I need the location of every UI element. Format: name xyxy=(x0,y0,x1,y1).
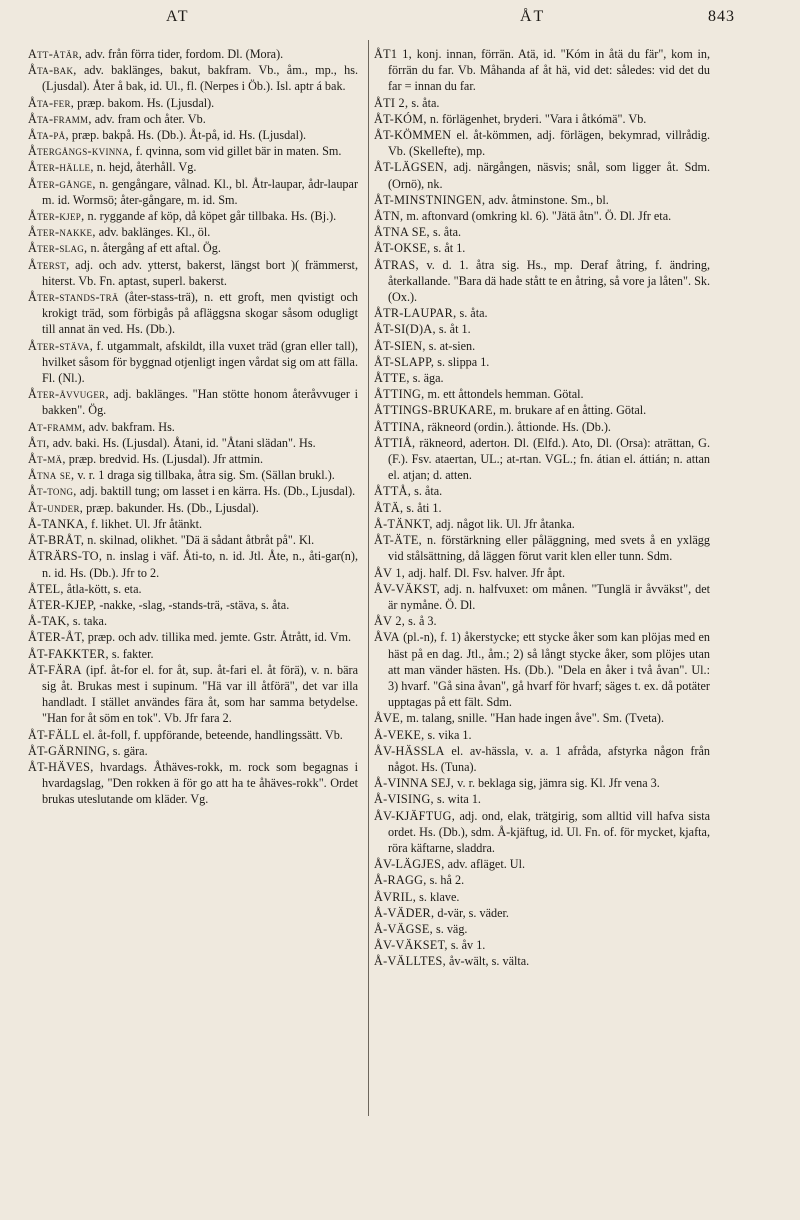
header-left: AT xyxy=(166,8,190,25)
entry-definition: n. förlägenhet, bryderi. "Vara i åtkómä". Vb. xyxy=(429,111,647,126)
entry-headword: Å-VISING, xyxy=(374,792,434,807)
dictionary-entry xyxy=(374,435,710,484)
entry-headword: ÅT-MINSTNINGEN, xyxy=(374,192,486,207)
dictionary-entry xyxy=(28,483,358,499)
entry-headword: ÅV-HÄSSLA xyxy=(374,743,445,758)
dictionary-entry xyxy=(28,727,358,743)
entry-definition: s. klave. xyxy=(419,889,460,904)
entry-definition: s. slippa 1. xyxy=(437,354,490,369)
dictionary-entry xyxy=(374,483,710,499)
dictionary-entry xyxy=(374,808,710,857)
entry-headword: Å-VEKE, xyxy=(374,727,425,742)
entry-definition: d-vär, s. väder. xyxy=(437,905,509,920)
dictionary-entry xyxy=(374,111,710,127)
entry-headword: ÅTER-KJEP, xyxy=(28,597,97,612)
dictionary-entry xyxy=(374,386,710,402)
right-column xyxy=(374,46,710,970)
entry-headword: ÅTER-ÅT, xyxy=(28,630,85,645)
entry-definition: (ipf. åt-for el. for åt, sup. åt-fari el. åt förä), v. n. bära sig åt. Brukas mest i supinum. "Hä var ill åtförä", det var illa handladt. I stället användes fära åt, som har samma betydelse. "Han for åt söm en tok". Vb. Jfr fara 2. xyxy=(42,662,359,726)
left-column xyxy=(28,46,358,808)
entry-headword: Åt-mä, xyxy=(28,452,66,467)
dictionary-entry xyxy=(28,143,358,159)
entry-headword: Åter-stäva, xyxy=(28,338,94,353)
column-divider xyxy=(368,40,369,1116)
entry-headword: ÅTN, xyxy=(374,209,404,224)
dictionary-entry xyxy=(28,95,358,111)
entry-definition: s. hå 2. xyxy=(429,873,465,888)
entry-definition: adv. bakfram. Hs. xyxy=(88,419,175,434)
dictionary-entry xyxy=(28,111,358,127)
entry-definition: s. åt 1. xyxy=(438,322,471,337)
dictionary-entry xyxy=(374,889,710,905)
entry-headword: ÅT-GÄRNING, xyxy=(28,743,110,758)
dictionary-entry xyxy=(28,62,358,94)
entry-definition: el. åt-kömmen, adj. förlägen, bekymrad, villrådig. Vb. (Skellefte), mp. xyxy=(388,128,710,159)
entry-headword: Åter-kjep, xyxy=(28,209,85,224)
dictionary-entry xyxy=(374,257,710,306)
entry-headword: Å-TÄNKT, xyxy=(374,516,433,531)
entry-headword: Åter-nakke, xyxy=(28,225,96,240)
dictionary-entry xyxy=(374,354,710,370)
entry-headword: Å-VINNA SEJ, xyxy=(374,776,455,791)
dictionary-entry xyxy=(28,613,358,629)
dictionary-entry xyxy=(374,872,710,888)
dictionary-entry xyxy=(28,662,358,727)
dictionary-entry xyxy=(374,419,710,435)
entry-definition: adj. half. Dl. Fsv. halver. Jfr åpt. xyxy=(408,565,566,580)
entry-headword: ÅT-SI(D)A, xyxy=(374,322,436,337)
dictionary-entry xyxy=(28,597,358,613)
dictionary-entry xyxy=(374,532,710,564)
entry-headword: ÅT-HÄVES, xyxy=(28,759,94,774)
entry-headword: ÅV-KJÄFTUG, xyxy=(374,808,456,823)
entry-headword: Återst, xyxy=(28,257,70,272)
entry-headword: ÅTNA SE, xyxy=(374,225,430,240)
dictionary-entry xyxy=(28,532,358,548)
dictionary-entry xyxy=(374,159,710,191)
entry-definition: f. utgammalt, afskildt, illa vuxet träd (gran eller tall), hvilket såsom för byggnad otjenligt ingen vårdat sig om att fälla. Fl. (Nl.). xyxy=(42,338,358,386)
entry-definition: n. ryggande af köp, då köpet går tillbaka. Hs. (Bj.). xyxy=(87,209,337,224)
entry-headword: ÅT-SLAPP, xyxy=(374,354,435,369)
entry-headword: Åt-under, xyxy=(28,500,84,515)
entry-definition: v. d. 1. åtra sig. Hs., mp. Deraf åtring, f. ändring, återkallande. "Bara dä hade stått te en åtring, så vore ja låten". Sk. (Ox.). xyxy=(388,257,711,305)
entry-definition: s. å 3. xyxy=(408,614,437,629)
dictionary-entry xyxy=(374,46,710,95)
entry-definition: adj. och adv. ytterst, bakerst, längst bort )( främmerst, hiterst. Vb. Fn. aptast, superl. bakerst. xyxy=(42,257,358,288)
entry-definition: s. vika 1. xyxy=(427,727,472,742)
dictionary-entry xyxy=(28,338,358,387)
entry-headword: Åta-på, xyxy=(28,128,69,143)
entry-headword: Åter-slag, xyxy=(28,241,88,256)
entry-headword: ÅTTÅ, xyxy=(374,484,412,499)
entry-definition: n. hejd, återhåll. Vg. xyxy=(96,160,197,175)
entry-headword: ÅTI 2, xyxy=(374,95,409,110)
entry-definition: præp. och adv. tillika med. jemte. Gstr. Åtrått, id. Vm. xyxy=(87,630,352,645)
page-number: 843 xyxy=(708,8,735,25)
entry-definition: s. åv 1. xyxy=(450,938,486,953)
entry-definition: s. at-sien. xyxy=(428,338,476,353)
entry-definition: adj. n. halfvuxet: om månen. "Tunglä ir åvväkst", det är nymåne. Ö. Dl. xyxy=(388,581,711,612)
entry-definition: præp. bakom. Hs. (Ljusdal). xyxy=(77,95,215,110)
entry-headword: Å-VÄLLTES, xyxy=(374,954,446,969)
dictionary-entry xyxy=(374,710,710,726)
dictionary-entry xyxy=(28,467,358,483)
dictionary-entry xyxy=(28,516,358,532)
entry-headword: ÅT-LÄGSEN, xyxy=(374,160,448,175)
dictionary-entry xyxy=(28,435,358,451)
dictionary-entry xyxy=(28,224,358,240)
entry-definition: adv. afläget. Ul. xyxy=(447,857,526,872)
dictionary-entry xyxy=(374,338,710,354)
entry-definition: s. åta. xyxy=(414,484,443,499)
entry-headword: ÅV-VÄKSET, xyxy=(374,938,448,953)
entry-definition: præp. bakunder. Hs. (Db., Ljusdal). xyxy=(86,500,259,515)
dictionary-entry xyxy=(28,500,358,516)
entry-definition: s. taka. xyxy=(72,614,108,629)
entry-definition: adv. från förra tider, fordom. Dl. (Mora). xyxy=(85,47,284,61)
entry-headword: Åta-fer, xyxy=(28,95,75,110)
entry-definition: s. åti 1. xyxy=(406,500,442,515)
entry-headword: ÅTTINA, xyxy=(374,419,425,434)
dictionary-entry xyxy=(28,257,358,289)
dictionary-entry xyxy=(374,743,710,775)
entry-headword: ÅTÄ, xyxy=(374,500,404,515)
entry-definition: s. åta. xyxy=(432,225,462,240)
entry-headword: ÅVE, xyxy=(374,711,404,726)
entry-definition: adv. fram och åter. Vb. xyxy=(94,111,206,126)
dictionary-entry xyxy=(374,565,710,581)
dictionary-entry xyxy=(374,208,710,224)
entry-definition: m. brukare af en åtting. Götal. xyxy=(499,403,647,418)
entry-definition: s. äga. xyxy=(412,371,444,386)
entry-headword: Åta-framm, xyxy=(28,111,92,126)
entry-headword: Å-VÄDER, xyxy=(374,905,435,920)
dictionary-entry xyxy=(374,305,710,321)
entry-definition: -nakke, -slag, -stands-trä, -stäva, s. åta. xyxy=(99,597,290,612)
entry-definition: räkneord, adertон. Dl. (Elfd.). Ato, Dl. (Orsa): aträttan, G. (F.). Fsv. ataertan, UL.; at-rtan. VGL.; fn. átian el. áttián; n. attan el. atjan; d. atten. xyxy=(388,435,710,483)
dictionary-entry xyxy=(28,176,358,208)
dictionary-entry xyxy=(374,905,710,921)
entry-headword: Återgångs-kvinna, xyxy=(28,144,133,159)
entry-headword: ÅT-FAKKTER, xyxy=(28,646,109,661)
entry-definition: adj. baktill tung; om lasset i en kärra. Hs. (Db., Ljusdal). xyxy=(79,484,356,499)
entry-headword: ÅV-VÄKST, xyxy=(374,581,441,596)
entry-definition: n. gengångare, vålnad. Kl., bl. Åtr-laupar, ådr-laupar m. id. Wormsö; åter-gångare, m. id. Sm. xyxy=(42,176,358,207)
dictionary-entry xyxy=(374,727,710,743)
entry-definition: præp. bredvid. Hs. (Ljusdal). Jfr attmin. xyxy=(68,452,264,467)
entry-headword: ÅTTINGS-BRUKARE, xyxy=(374,403,497,418)
entry-definition: n. återgång af ett aftal. Ög. xyxy=(90,241,221,256)
entry-definition: præp. bakpå. Hs. (Db.). Åt-på, id. Hs. (Ljusdal). xyxy=(71,128,307,143)
entry-headword: ÅTTING, xyxy=(374,387,425,402)
dictionary-entry xyxy=(374,613,710,629)
entry-headword: ÅTRAS, xyxy=(374,257,419,272)
entry-definition: s. åta. xyxy=(411,95,440,110)
entry-definition: räkneord (ordin.). åttionde. Hs. (Db.). xyxy=(427,419,611,434)
entry-headword: ÅVRIL, xyxy=(374,889,417,904)
dictionary-entry xyxy=(374,516,710,532)
entry-definition: n. förstärkning eller påläggning, med svets å en yxlägg vid stålsättning, då läggen förut varit klen eller tunn. Sdm. xyxy=(388,533,710,564)
dictionary-entry xyxy=(374,953,710,969)
header-middle: ÅT xyxy=(520,8,546,25)
dictionary-entry xyxy=(374,921,710,937)
entry-definition: (åter-stass-trä), n. ett groft, men qvistigt och krokigt träd, som förbigås på afläggsna skogar såsom odugligt till annat än ved. Hs. (Db.). xyxy=(42,290,359,337)
dictionary-entry xyxy=(374,370,710,386)
entry-definition: (pl.-n), f. 1) åkerstycke; ett stycke åker som kan plöjas med en häst på en dag. Jtl., åm.; 2) så långt stycke åker, som plöjes utan att man vänder hästen. Hs. (Db.). "Dela en åker i två åvan". Ul.: 3) hvarf. "Gå sina åvan", gå hvarf för hvarf; säges t. ex. då potäter upptagas på ett fält. Sdm. xyxy=(388,630,710,710)
entry-headword: ÅVA xyxy=(374,630,400,645)
entry-headword: ÅTTE, xyxy=(374,371,410,386)
dictionary-entry xyxy=(28,759,358,808)
dictionary-entry xyxy=(374,791,710,807)
entry-headword: ÅTRÄRS-TO, xyxy=(28,549,103,564)
entry-definition: adj. något lik. Ul. Jfr åtanka. xyxy=(435,516,575,531)
entry-definition: konj. innan, förrän. Atä, id. "Kóm in åtä du fär", kom in, förrän du far. Vb. Måhanda af åt hä, vid det: således: vid det du far = innan du far. xyxy=(388,47,711,94)
dictionary-entry xyxy=(28,289,358,338)
entry-definition: hvardags. Åthäves-rokk, m. rock som begagnas i hvardagslag, "Den rokken ä för go att ha te åhäves-rokk". Ordet brukas uteslutande om kläder. Vg. xyxy=(42,759,359,807)
entry-definition: v. r. beklaga sig, jämra sig. Kl. Jfr vena 3. xyxy=(457,776,660,791)
dictionary-entry xyxy=(28,159,358,175)
entry-headword: ÅT-BRÅT, xyxy=(28,533,85,548)
entry-definition: s. fakter. xyxy=(111,646,154,661)
entry-headword: Å-RAGG, xyxy=(374,873,427,888)
entry-headword: ÅT1 1, xyxy=(374,47,413,61)
entry-headword: ÅTEL, xyxy=(28,581,64,596)
entry-definition: f. likhet. Ul. Jfr åtänkt. xyxy=(91,516,203,531)
entry-headword: ÅT-KÖMMEN xyxy=(374,128,452,143)
entry-definition: s. väg. xyxy=(435,921,468,936)
dictionary-entry xyxy=(28,208,358,224)
entry-definition: adv. baklänges, bakut, bakfram. Vb., åm., mp., hs. (Ljusdal). Åter å bak, id. Ul., fl. (Nerpes i Öb.). Isl. aptr á bak. xyxy=(42,63,358,94)
dictionary-entry xyxy=(28,240,358,256)
entry-headword: ÅTR-LAUPAR, xyxy=(374,306,457,321)
dictionary-entry xyxy=(374,402,710,418)
dictionary-entry xyxy=(374,629,710,710)
entry-headword: ÅV-LÄGJES, xyxy=(374,857,445,872)
entry-definition: el. av-hässla, v. a. 1 afråda, afstyrka någon från något. Hs. (Tuna). xyxy=(388,743,711,774)
entry-headword: Å-TAK, xyxy=(28,614,70,629)
entry-definition: s. gära. xyxy=(112,743,148,758)
entry-headword: Å-VÄGSE, xyxy=(374,921,433,936)
entry-definition: adj. närgången, näsvis; snål, som ligger åt. Sdm. (Ornö), nk. xyxy=(388,160,711,191)
entry-definition: s. åta. xyxy=(459,306,488,321)
entry-headword: Att-åtär, xyxy=(28,47,83,61)
dictionary-entry xyxy=(28,46,358,62)
dictionary-entry xyxy=(28,451,358,467)
dictionary-entry xyxy=(28,419,358,435)
dictionary-entry xyxy=(374,856,710,872)
entry-headword: ÅTTIÅ, xyxy=(374,435,416,450)
entry-headword: Åter-stands-trä xyxy=(28,290,119,305)
entry-headword: Åtna se, xyxy=(28,468,75,483)
entry-headword: Åti, xyxy=(28,435,50,450)
entry-definition: v. r. 1 draga sig tillbaka, åtra sig. Sm. (Sällan brukl.). xyxy=(77,468,335,483)
dictionary-entry xyxy=(374,127,710,159)
entry-definition: s. wita 1. xyxy=(436,792,481,807)
dictionary-entry xyxy=(374,192,710,208)
dictionary-entry xyxy=(28,581,358,597)
entry-definition: adv. baklänges. Kl., öl. xyxy=(98,225,211,240)
entry-headword: Åta-bak, xyxy=(28,63,77,78)
entry-definition: m. ett åttondels hemman. Götal. xyxy=(427,387,584,402)
dictionary-entry xyxy=(374,224,710,240)
entry-definition: n. skilnad, olikhet. "Dä ä sådant åtbråt på". Kl. xyxy=(87,533,315,548)
entry-definition: åv-wält, s. välta. xyxy=(449,954,530,969)
entry-definition: m. talang, snille. "Han hade ingen åve". Sm. (Tveta). xyxy=(406,711,665,726)
dictionary-entry xyxy=(28,127,358,143)
dictionary-entry xyxy=(28,629,358,645)
dictionary-entry xyxy=(374,937,710,953)
entry-definition: s. åt 1. xyxy=(433,241,466,256)
entry-definition: adj. ond, elak, trätgirig, som alltid vill hafva sista ordet. Hs. (Db.), sdm. Å-kjäftug, id. Ul. Fn. of. för mycket, kjafta, röra käftarne, sladdra. xyxy=(388,808,711,855)
entry-definition: adv. baki. Hs. (Ljusdal). Åtani, id. "Åtani slädan". Hs. xyxy=(52,435,316,450)
entry-headword: ÅT-KÓM, xyxy=(374,111,427,126)
entry-headword: Åter-gånge, xyxy=(28,176,96,191)
entry-headword: Åter-åvvuger, xyxy=(28,387,109,402)
dictionary-entry xyxy=(28,386,358,418)
dictionary-entry xyxy=(374,775,710,791)
entry-headword: ÅT-ÄTE, xyxy=(374,533,423,548)
entry-headword: ÅV 1, xyxy=(374,565,406,580)
entry-headword: ÅT-FÄRA xyxy=(28,662,82,677)
entry-headword: ÅT-OKSE, xyxy=(374,241,431,256)
entry-headword: Åt-tong, xyxy=(28,484,77,499)
entry-headword: Åter-hälle, xyxy=(28,160,94,175)
entry-definition: n. inslag i väf. Åti-to, n. id. Jtl. Åte, n., åti-gar(n), n. id. Hs. (Db.). Jfr to 2. xyxy=(42,549,359,580)
dictionary-entry xyxy=(374,321,710,337)
entry-definition: adj. baklänges. "Han stötte honom återåvvuger i bakken". Ög. xyxy=(42,387,358,418)
entry-definition: f. qvinna, som vid gillet bär in maten. Sm. xyxy=(135,144,342,159)
entry-headword: ÅT-SIEN, xyxy=(374,338,426,353)
dictionary-entry xyxy=(374,500,710,516)
dictionary-entry xyxy=(28,743,358,759)
running-header xyxy=(0,8,800,32)
entry-headword: Å-TANKA, xyxy=(28,516,88,531)
entry-headword: ÅT-FÄLL xyxy=(28,727,80,742)
dictionary-entry xyxy=(374,581,710,613)
entry-definition: adv. åtminstone. Sm., bl. xyxy=(488,192,609,207)
dictionary-entry xyxy=(28,646,358,662)
entry-definition: el. åt-foll, f. uppförande, beteende, handlingssätt. Vb. xyxy=(82,727,343,742)
dictionary-entry xyxy=(374,240,710,256)
entry-definition: åtla-kött, s. eta. xyxy=(66,581,142,596)
entry-headword: At-framm, xyxy=(28,419,86,434)
entry-headword: ÅV 2, xyxy=(374,614,406,629)
dictionary-entry xyxy=(374,95,710,111)
entry-definition: m. aftonvard (omkring kl. 6). "Jätä åtn". Ö. Dl. Jfr eta. xyxy=(406,209,672,224)
dictionary-entry xyxy=(28,548,358,580)
